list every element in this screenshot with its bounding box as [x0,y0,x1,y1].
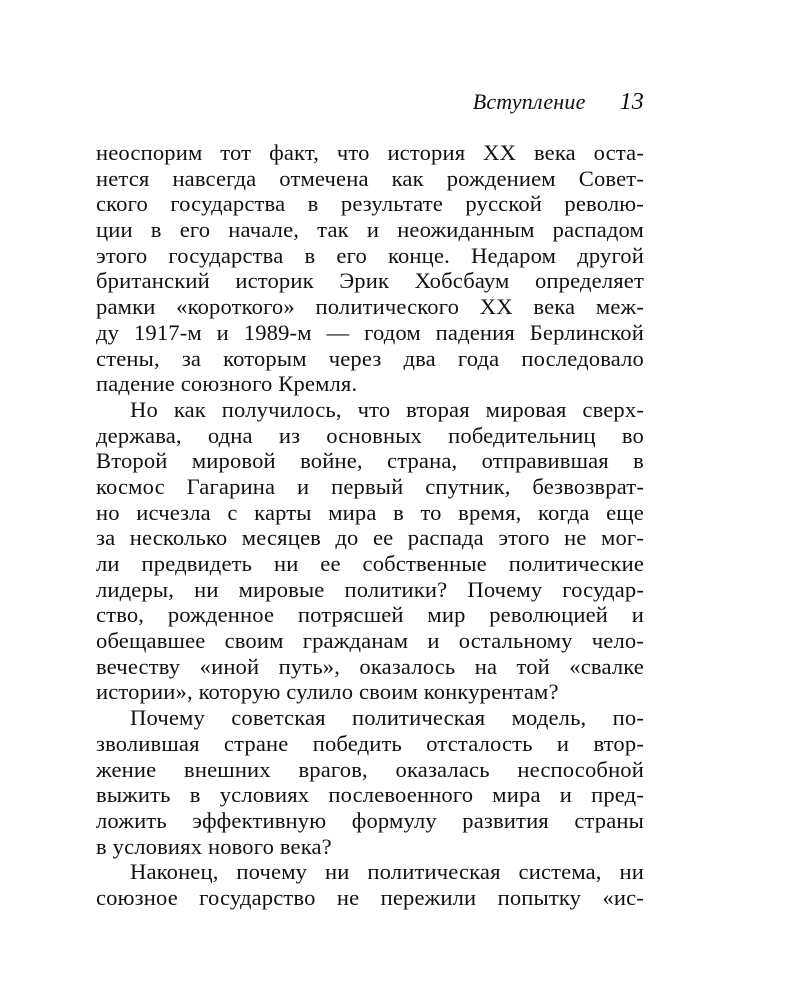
text-line: истории», которую сулило своим конкурентам? [96,679,559,705]
text-line: нется навсегда отмечена как рождением Совет- [96,165,644,191]
text-line: космос Гагарина и первый спутник, безвозврат- [96,473,644,499]
text-line: неоспорим тот факт, что история XX века оста- [96,140,644,165]
text-line: Второй мировой войне, страна, отправившая в [96,448,644,474]
text-line: держава, одна из основных победительниц во [96,422,644,448]
section-title: Вступление [472,89,586,114]
text-line: этого государства в его конце. Недаром другой [96,242,644,268]
text-line: ложить эффективную формулу развития страны [96,807,644,833]
text-line: лидеры, ни мировые политики? Почему государ- [96,576,644,602]
text-line: вечеству «иной путь», оказалось на той «свалке [96,653,644,679]
text-line: жение внешних врагов, оказалась неспособной [96,756,644,782]
text-line: Наконец, почему ни политическая система, ни [130,859,644,885]
text-line: ли предвидеть ни ее собственные политические [96,551,644,576]
text-line: Но как получилось, что вторая мировая сверх- [130,396,644,422]
text-line: Почему советская политическая модель, по- [130,705,644,731]
page-number: 13 [619,89,644,115]
text-line: ство, рожденное потрясшей мир революцией и [96,602,644,628]
text-line: ского государства в результате русской револю- [96,191,644,217]
text-line: стены, за которым через два года последовало [96,345,644,371]
text-line: падение союзного Кремля. [96,371,358,397]
text-line: зволившая стране победить отсталость и втор- [96,730,644,756]
text-line: за несколько месяцев до ее распада этого не мог- [96,525,644,551]
text-line: обещавшее своим гражданам и остальному чело- [96,628,644,654]
body-text [96,140,644,911]
text-line: рамки «короткого» политического XX века меж- [96,294,644,320]
text-line: но исчезла с карты мира в то время, когда еще [96,499,644,525]
running-head [96,88,644,116]
text-line: в условиях нового века? [96,833,332,859]
text-line: британский историк Эрик Хобсбаум определяет [96,268,644,294]
text-line: ду 1917-м и 1989-м — годом падения Берлинской [96,319,644,345]
text-line: выжить в условиях послевоенного мира и пред- [96,782,644,808]
text-line: ции в его начале, так и неожиданным распадом [96,217,644,243]
text-line: союзное государство не пережили попытку «ис- [96,884,644,910]
